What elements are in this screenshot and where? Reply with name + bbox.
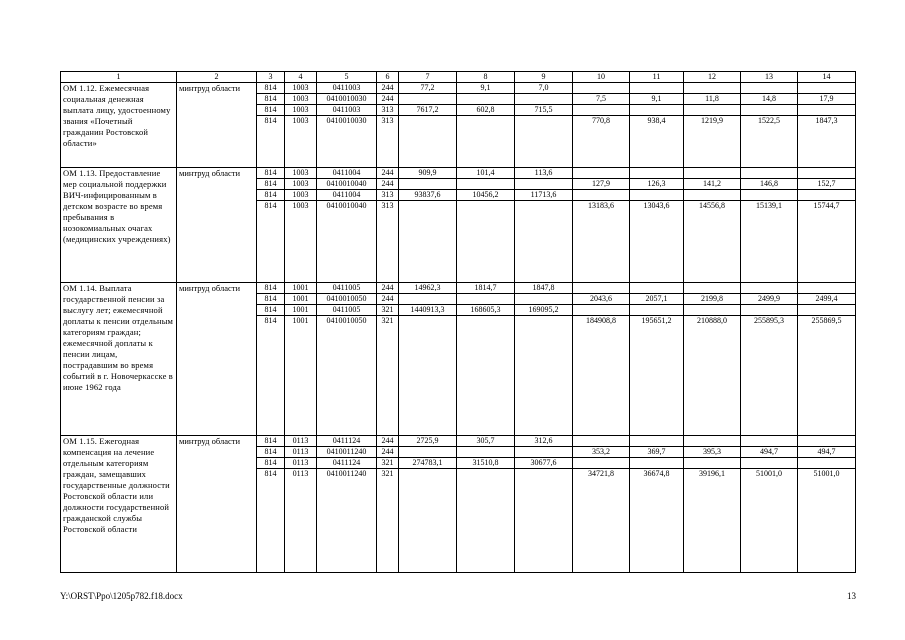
- table-cell: [741, 458, 798, 469]
- table-cell: [457, 447, 515, 458]
- table-cell: [684, 105, 741, 116]
- table-cell: 113,6: [515, 168, 573, 179]
- table-cell: [741, 436, 798, 447]
- table-cell: [399, 294, 457, 305]
- table-cell: 814: [257, 190, 285, 201]
- table-cell: [515, 201, 573, 283]
- table-cell: 1219,9: [684, 116, 741, 168]
- table-cell: 0410010030: [317, 94, 377, 105]
- table-cell: 1847,3: [798, 116, 856, 168]
- executor-cell: минтруд области: [177, 436, 257, 573]
- page-number: 13: [847, 591, 856, 601]
- table-cell: [630, 83, 684, 94]
- table-row: [61, 168, 856, 179]
- table-cell: 321: [377, 469, 399, 573]
- table-cell: [630, 105, 684, 116]
- table-cell: [741, 283, 798, 294]
- table-cell: 34721,8: [573, 469, 630, 573]
- table-cell: [515, 469, 573, 573]
- table-cell: 0411005: [317, 305, 377, 316]
- table-cell: 31510,8: [457, 458, 515, 469]
- table-cell: 395,3: [684, 447, 741, 458]
- table-cell: 1001: [285, 316, 317, 436]
- table-cell: 17,9: [798, 94, 856, 105]
- table-cell: 814: [257, 94, 285, 105]
- table-cell: 0410010050: [317, 316, 377, 436]
- table-cell: 146,8: [741, 179, 798, 190]
- table-cell: [399, 179, 457, 190]
- table-cell: [573, 190, 630, 201]
- table-cell: 101,4: [457, 168, 515, 179]
- table-cell: 244: [377, 94, 399, 105]
- column-header: 4: [285, 72, 317, 83]
- budget-table: [60, 71, 856, 573]
- table-cell: [399, 316, 457, 436]
- table-cell: 51001,0: [741, 469, 798, 573]
- executor-cell: минтруд области: [177, 168, 257, 283]
- table-cell: 7,5: [573, 94, 630, 105]
- table-cell: 9,1: [457, 83, 515, 94]
- table-cell: [573, 105, 630, 116]
- table-cell: 1003: [285, 105, 317, 116]
- table-cell: 14962,3: [399, 283, 457, 294]
- table-cell: [573, 436, 630, 447]
- table-cell: [630, 458, 684, 469]
- table-cell: 0410011240: [317, 469, 377, 573]
- table-row: [61, 436, 856, 447]
- table-cell: 814: [257, 105, 285, 116]
- table-cell: 1847,8: [515, 283, 573, 294]
- table-cell: 168605,3: [457, 305, 515, 316]
- table-cell: 0411004: [317, 168, 377, 179]
- table-cell: 814: [257, 436, 285, 447]
- table-cell: [457, 116, 515, 168]
- table-cell: 255869,5: [798, 316, 856, 436]
- table-cell: [399, 94, 457, 105]
- executor-cell: минтруд области: [177, 83, 257, 168]
- table-cell: [573, 168, 630, 179]
- column-number-row: [61, 72, 856, 83]
- table-cell: 814: [257, 168, 285, 179]
- table-cell: 152,7: [798, 179, 856, 190]
- table-cell: 494,7: [798, 447, 856, 458]
- table-cell: 39196,1: [684, 469, 741, 573]
- table-cell: 0411003: [317, 83, 377, 94]
- table-cell: 30677,6: [515, 458, 573, 469]
- table-cell: 36674,8: [630, 469, 684, 573]
- table-cell: [630, 190, 684, 201]
- table-cell: 0113: [285, 458, 317, 469]
- table-cell: 814: [257, 179, 285, 190]
- table-cell: 0411005: [317, 283, 377, 294]
- table-cell: [515, 294, 573, 305]
- table-cell: 369,7: [630, 447, 684, 458]
- measure-description: ОМ 1.15. Ежегодная компенсация на лечение отдельным категориям граждан, замещавших государственные должности Ростовской области или должности государственной гражданской службы Ростовской области: [61, 436, 177, 573]
- table-cell: 255895,3: [741, 316, 798, 436]
- table-cell: 1003: [285, 190, 317, 201]
- table-cell: 814: [257, 116, 285, 168]
- table-cell: 353,2: [573, 447, 630, 458]
- table-cell: [515, 316, 573, 436]
- table-cell: 1001: [285, 283, 317, 294]
- table-cell: 770,8: [573, 116, 630, 168]
- measure-description: ОМ 1.14. Выплата государственной пенсии за выслугу лет; ежемесячной доплаты к пенсии отдельным категориям граждан; ежемесячной доплаты к пенсии лицам, пострадавшим во время событий в г. Новочеркасске в июне 1962 года: [61, 283, 177, 436]
- table-cell: [684, 305, 741, 316]
- table-cell: 814: [257, 469, 285, 573]
- table-cell: [798, 458, 856, 469]
- table-cell: [798, 283, 856, 294]
- table-cell: 0113: [285, 436, 317, 447]
- table-cell: 77,2: [399, 83, 457, 94]
- table-cell: [684, 83, 741, 94]
- table-cell: 13043,6: [630, 201, 684, 283]
- table-cell: [630, 305, 684, 316]
- table-cell: 602,8: [457, 105, 515, 116]
- table-cell: [573, 283, 630, 294]
- table-cell: 305,7: [457, 436, 515, 447]
- table-cell: 127,9: [573, 179, 630, 190]
- table-cell: 814: [257, 201, 285, 283]
- column-header: 14: [798, 72, 856, 83]
- column-header: 10: [573, 72, 630, 83]
- table-row: [61, 83, 856, 94]
- table-cell: 1003: [285, 168, 317, 179]
- table-cell: 1003: [285, 83, 317, 94]
- table-cell: [798, 305, 856, 316]
- table-cell: 14556,8: [684, 201, 741, 283]
- column-header: 7: [399, 72, 457, 83]
- table-cell: 210888,0: [684, 316, 741, 436]
- table-cell: 0411003: [317, 105, 377, 116]
- table-cell: [515, 447, 573, 458]
- table-cell: 195651,2: [630, 316, 684, 436]
- table-cell: [741, 168, 798, 179]
- table-cell: 0410010050: [317, 294, 377, 305]
- table-cell: 938,4: [630, 116, 684, 168]
- table-cell: 51001,0: [798, 469, 856, 573]
- table-cell: 0410011240: [317, 447, 377, 458]
- table-cell: 14,8: [741, 94, 798, 105]
- table-cell: 2057,1: [630, 294, 684, 305]
- table-cell: [573, 305, 630, 316]
- column-header: 9: [515, 72, 573, 83]
- table-cell: 2199,8: [684, 294, 741, 305]
- table-cell: [684, 436, 741, 447]
- footer-file-path: Y:\ORST\Ppo\1205p782.f18.docx: [60, 591, 183, 601]
- table-cell: [630, 436, 684, 447]
- table-cell: 244: [377, 447, 399, 458]
- table-cell: [573, 458, 630, 469]
- table-cell: 13183,6: [573, 201, 630, 283]
- table-cell: [630, 168, 684, 179]
- table-cell: 313: [377, 201, 399, 283]
- column-header: 1: [61, 72, 177, 83]
- table-cell: 141,2: [684, 179, 741, 190]
- table-cell: 0411004: [317, 190, 377, 201]
- table-cell: [457, 179, 515, 190]
- table-cell: 2043,6: [573, 294, 630, 305]
- table-cell: 244: [377, 83, 399, 94]
- table-cell: 0411124: [317, 436, 377, 447]
- table-cell: [741, 83, 798, 94]
- column-header: 6: [377, 72, 399, 83]
- table-cell: 814: [257, 83, 285, 94]
- table-cell: 15139,1: [741, 201, 798, 283]
- table-cell: 7617,2: [399, 105, 457, 116]
- table-cell: [741, 190, 798, 201]
- table-cell: 814: [257, 283, 285, 294]
- table-cell: 11713,6: [515, 190, 573, 201]
- table-row: [61, 283, 856, 294]
- table-cell: [457, 316, 515, 436]
- table-cell: 274783,1: [399, 458, 457, 469]
- table-cell: 7,0: [515, 83, 573, 94]
- table-cell: [457, 201, 515, 283]
- table-cell: 244: [377, 436, 399, 447]
- table-cell: [457, 294, 515, 305]
- table-cell: 321: [377, 458, 399, 469]
- column-header: 11: [630, 72, 684, 83]
- table-cell: 244: [377, 283, 399, 294]
- table-cell: 2499,9: [741, 294, 798, 305]
- table-cell: 15744,7: [798, 201, 856, 283]
- table-cell: [684, 190, 741, 201]
- table-cell: 0410010030: [317, 116, 377, 168]
- table-cell: [515, 94, 573, 105]
- column-header: 8: [457, 72, 515, 83]
- table-cell: [399, 201, 457, 283]
- table-cell: [457, 94, 515, 105]
- table-cell: [515, 116, 573, 168]
- table-cell: 1001: [285, 305, 317, 316]
- column-header: 13: [741, 72, 798, 83]
- table-body: [61, 83, 856, 573]
- table-cell: [798, 83, 856, 94]
- table-cell: [684, 168, 741, 179]
- table-cell: [741, 305, 798, 316]
- table-cell: 321: [377, 316, 399, 436]
- table-cell: 1440913,3: [399, 305, 457, 316]
- table-cell: 313: [377, 105, 399, 116]
- table-cell: 494,7: [741, 447, 798, 458]
- table-cell: 814: [257, 447, 285, 458]
- table-cell: 814: [257, 458, 285, 469]
- table-cell: [798, 105, 856, 116]
- table-cell: 715,5: [515, 105, 573, 116]
- table-cell: 1522,5: [741, 116, 798, 168]
- table-cell: 244: [377, 168, 399, 179]
- table-cell: 126,3: [630, 179, 684, 190]
- table-cell: [798, 168, 856, 179]
- table-cell: 321: [377, 305, 399, 316]
- table-cell: [798, 436, 856, 447]
- table-cell: 169095,2: [515, 305, 573, 316]
- column-header: 2: [177, 72, 257, 83]
- table-cell: 244: [377, 179, 399, 190]
- table-cell: 244: [377, 294, 399, 305]
- table-cell: 2499,4: [798, 294, 856, 305]
- table-cell: 909,9: [399, 168, 457, 179]
- table-cell: [684, 458, 741, 469]
- table-cell: [399, 469, 457, 573]
- table-cell: 0411124: [317, 458, 377, 469]
- table-cell: [630, 283, 684, 294]
- table-cell: 312,6: [515, 436, 573, 447]
- table-cell: [515, 179, 573, 190]
- table-cell: 313: [377, 116, 399, 168]
- table-cell: 9,1: [630, 94, 684, 105]
- table-cell: 313: [377, 190, 399, 201]
- table-cell: [741, 105, 798, 116]
- table-cell: [684, 283, 741, 294]
- column-header: 3: [257, 72, 285, 83]
- table-cell: 1814,7: [457, 283, 515, 294]
- table-cell: 0113: [285, 469, 317, 573]
- table-cell: 11,8: [684, 94, 741, 105]
- table-cell: 184908,8: [573, 316, 630, 436]
- table-cell: 814: [257, 316, 285, 436]
- column-header: 5: [317, 72, 377, 83]
- table-cell: 93837,6: [399, 190, 457, 201]
- table-cell: 1003: [285, 179, 317, 190]
- table-cell: 0113: [285, 447, 317, 458]
- table-cell: 1003: [285, 94, 317, 105]
- table-cell: 0410010040: [317, 179, 377, 190]
- executor-cell: минтруд области: [177, 283, 257, 436]
- measure-description: ОМ 1.13. Предоставление мер социальной поддержки ВИЧ-инфицированным в детском возрасте во время пребывания в нозокомиальных очагах (медицинских учреждениях): [61, 168, 177, 283]
- table-cell: 1003: [285, 201, 317, 283]
- table-cell: [457, 469, 515, 573]
- table-cell: [399, 447, 457, 458]
- table-cell: 1001: [285, 294, 317, 305]
- column-header: 12: [684, 72, 741, 83]
- table-cell: 1003: [285, 116, 317, 168]
- measure-description: ОМ 1.12. Ежемесячная социальная денежная выплата лицу, удостоенному звания «Почетный гражданин Ростовской области»: [61, 83, 177, 168]
- table-cell: 2725,9: [399, 436, 457, 447]
- table-cell: 814: [257, 305, 285, 316]
- table-cell: [399, 116, 457, 168]
- table-cell: 10456,2: [457, 190, 515, 201]
- table-cell: 814: [257, 294, 285, 305]
- table-cell: 0410010040: [317, 201, 377, 283]
- table-cell: [573, 83, 630, 94]
- table-cell: [798, 190, 856, 201]
